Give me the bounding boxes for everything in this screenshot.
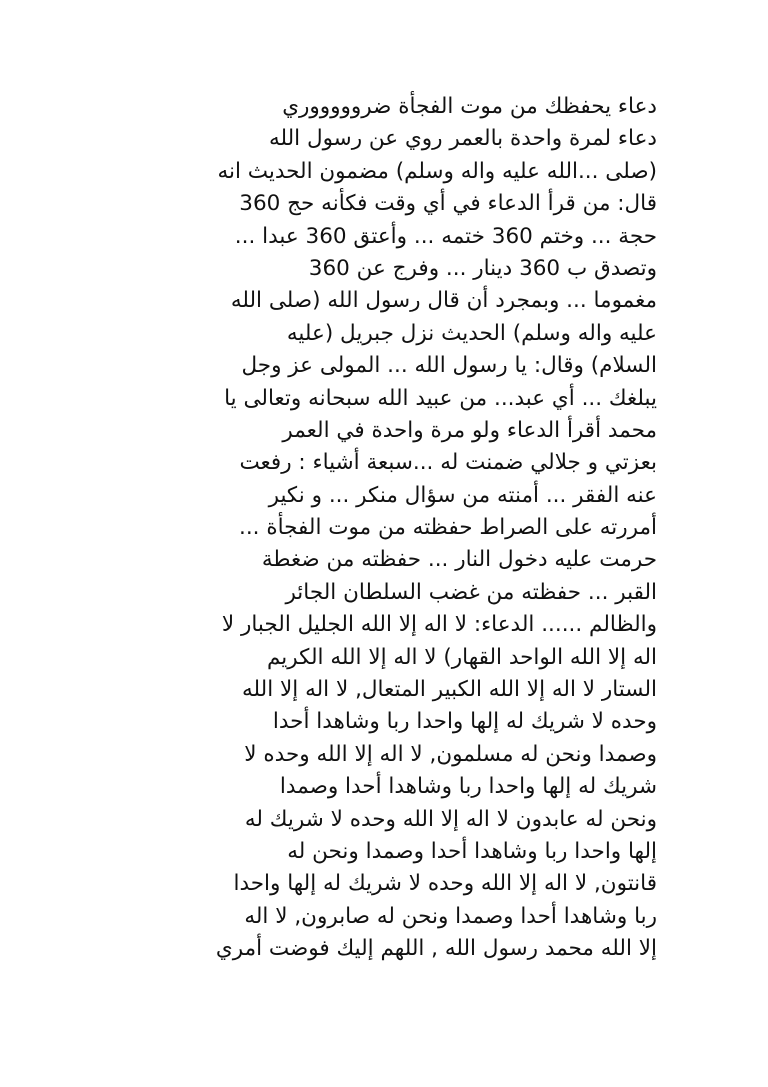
text-line: القبر ... حفظته من غضب السلطان الجائر	[285, 579, 657, 605]
text-line: شريك له إلها واحدا ربا وشاهدا أحدا وصمدا	[279, 774, 657, 800]
text-line: إلا الله محمد رسول الله , اللهم إليك فوضت أمري	[215, 936, 657, 962]
text-line: عليه واله وسلم) الحديث نزل جبريل (عليه	[286, 320, 657, 346]
text-line: ربا وشاهدا أحدا وصمدا ونحن له صابرون, لا اله	[244, 903, 657, 929]
text-line: ونحن له عابدون لا اله إلا الله وحده لا شريك له	[244, 806, 657, 832]
text-line: اله إلا الله الواحد القهار) لا اله إلا الله الكريم	[266, 644, 657, 670]
text-line: قانتون, لا اله إلا الله وحده لا شريك له إلها واحدا	[233, 871, 657, 897]
text-line: دعاء يحفظك من موت الفجأة ضروووووري	[282, 94, 657, 119]
text-line: يبلغك ... أي عبد... من عبيد الله سبحانه وتعالى يا	[224, 385, 657, 411]
text-line: وصمدا ونحن له مسلمون, لا اله إلا الله وحده لا	[244, 741, 657, 767]
text-line: الستار لا اله إلا الله الكبير المتعال, لا اله إلا الله	[242, 677, 657, 703]
text-line: وحده لا شريك له إلها واحدا ربا وشاهدا أحدا	[272, 709, 657, 735]
text-line: حجة ... وختم 360 ختمه ... وأعتق 360 عبدا ...	[234, 223, 657, 249]
prayer-text-block	[112, 91, 657, 966]
text-line: أمررته على الصراط حفظته من موت الفجأة ...	[238, 515, 657, 541]
text-line: محمد أقرأ الدعاء ولو مرة واحدة في العمر	[282, 417, 657, 443]
text-line: عنه الفقر ... أمنته من سؤال منكر ... و نكير	[268, 482, 657, 508]
text-line: حرمت عليه دخول النار ... حفظته من ضغطة	[261, 547, 657, 573]
text-line: إلها واحدا ربا وشاهدا أحدا وصمدا ونحن له	[287, 838, 657, 864]
text-line: دعاء لمرة واحدة بالعمر روي عن رسول الله	[268, 126, 657, 152]
text-line: السلام) وقال: يا رسول الله ... المولى عز وجل	[241, 353, 657, 379]
text-line: وتصدق ب 360 دينار ... وفرج عن 360	[308, 255, 657, 281]
text-line: قال: من قرأ الدعاء في أي وقت فكأنه حج 360	[239, 191, 657, 217]
text-line: مغموما ... وبمجرد أن قال رسول الله (صلى الله	[230, 288, 657, 314]
text-line: بعزتي و جلالي ضمنت له ...سبعة أشياء : رفعت	[239, 450, 657, 476]
text-line: (صلى ...الله عليه واله وسلم) مضمون الحديث انه	[217, 158, 657, 184]
text-line: والظالم ...... الدعاء: لا اله إلا الله الجليل الجبار لا	[221, 612, 657, 638]
